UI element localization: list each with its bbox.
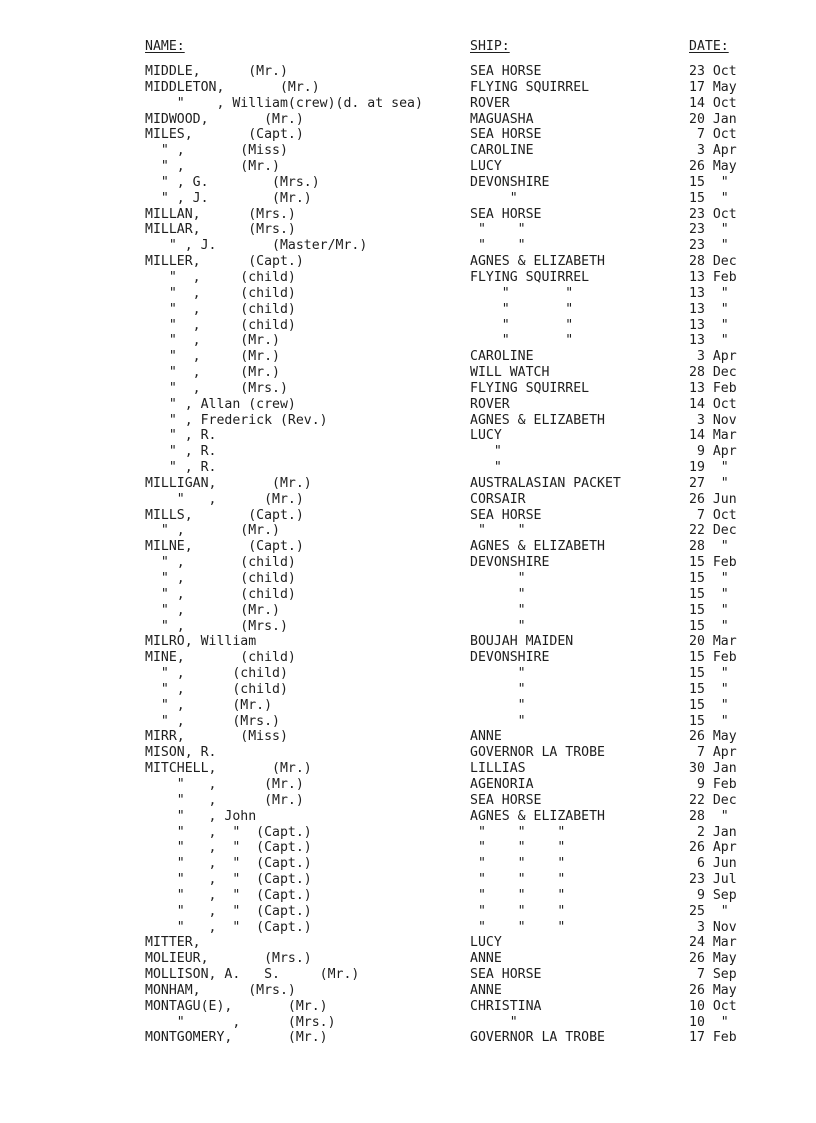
list-item bbox=[0, 539, 816, 555]
passenger-name: " , R. bbox=[145, 444, 217, 460]
passenger-name: " , J. (Mr.) bbox=[145, 190, 312, 206]
arrival-date: 13 " bbox=[689, 285, 729, 301]
list-item bbox=[0, 777, 816, 793]
ship-name: FLYING SQUIRREL bbox=[470, 79, 590, 95]
list-item bbox=[0, 745, 816, 761]
list-item bbox=[0, 96, 816, 112]
list-item bbox=[0, 856, 816, 872]
ship-name: AGNES & ELIZABETH bbox=[470, 412, 605, 428]
arrival-date: 7 Sep bbox=[689, 967, 737, 983]
list-item bbox=[0, 1030, 816, 1046]
arrival-date: 7 Apr bbox=[689, 745, 737, 761]
ship-name: CHRISTINA bbox=[470, 998, 542, 1014]
list-item bbox=[0, 302, 816, 318]
passenger-name: " , (Mr.) bbox=[145, 333, 280, 349]
passenger-name: MONTAGU(E), (Mr.) bbox=[145, 998, 328, 1014]
ship-name: " " bbox=[470, 317, 574, 333]
arrival-date: 13 Feb bbox=[689, 269, 737, 285]
list-item bbox=[0, 333, 816, 349]
ship-name: CAROLINE bbox=[470, 349, 534, 365]
arrival-date: 15 " bbox=[689, 618, 729, 634]
passenger-name: " , (Mr.) bbox=[145, 365, 280, 381]
arrival-date: 14 Oct bbox=[689, 95, 737, 111]
passenger-name: " , (Miss) bbox=[145, 143, 288, 159]
ship-name: " " " bbox=[470, 840, 566, 856]
passenger-name: MONTGOMERY, (Mr.) bbox=[145, 1030, 328, 1046]
arrival-date: 15 " bbox=[689, 681, 729, 697]
ship-name: LUCY bbox=[470, 935, 502, 951]
passenger-name: " , (child) bbox=[145, 666, 288, 682]
list-item bbox=[0, 523, 816, 539]
arrival-date: 26 May bbox=[689, 729, 737, 745]
ship-name: " bbox=[470, 681, 526, 697]
passenger-name: " , " (Capt.) bbox=[145, 824, 312, 840]
ship-name: " bbox=[470, 586, 526, 602]
passenger-name: MILES, (Capt.) bbox=[145, 127, 304, 143]
arrival-date: 27 " bbox=[689, 475, 729, 491]
list-item bbox=[0, 381, 816, 397]
list-item bbox=[0, 270, 816, 286]
list-item bbox=[0, 904, 816, 920]
ship-name: AGNES & ELIZABETH bbox=[470, 808, 605, 824]
ship-name: AGENORIA bbox=[470, 776, 534, 792]
passenger-name: " , Allan (crew) bbox=[145, 396, 296, 412]
arrival-date: 3 Nov bbox=[689, 412, 737, 428]
passenger-name: MIDWOOD, (Mr.) bbox=[145, 111, 304, 127]
ship-name: " bbox=[470, 571, 526, 586]
ship-name: SEA HORSE bbox=[470, 507, 542, 523]
list-item bbox=[0, 365, 816, 381]
ship-name: DEVONSHIRE bbox=[470, 174, 550, 190]
list-item bbox=[0, 64, 816, 80]
ship-name: GOVERNOR LA TROBE bbox=[470, 745, 605, 761]
passenger-name: MITTER, bbox=[145, 935, 201, 951]
ship-name: ANNE bbox=[470, 951, 502, 967]
list-item bbox=[0, 508, 816, 524]
arrival-date: 26 Jun bbox=[689, 491, 737, 507]
arrival-date: 15 Feb bbox=[689, 650, 737, 666]
arrival-date: 15 Feb bbox=[689, 555, 737, 571]
arrival-date: 23 Oct bbox=[689, 206, 737, 222]
ship-column-header: SHIP: bbox=[470, 39, 510, 54]
passenger-name: MISON, R. bbox=[145, 745, 217, 761]
ship-name: MAGUASHA bbox=[470, 111, 534, 127]
arrival-date: 26 Apr bbox=[689, 840, 737, 856]
ship-name: SEA HORSE bbox=[470, 967, 542, 983]
passenger-name: " , (Mrs.) bbox=[145, 618, 288, 634]
passenger-name: " , John bbox=[145, 808, 257, 824]
ship-name: " " bbox=[470, 333, 574, 349]
ship-name: " " bbox=[470, 523, 526, 539]
ship-name: FLYING SQUIRREL bbox=[470, 269, 590, 285]
arrival-date: 25 " bbox=[689, 903, 729, 919]
list-item bbox=[0, 428, 816, 444]
passenger-name: " , " (Capt.) bbox=[145, 887, 312, 903]
arrival-date: 3 Apr bbox=[689, 349, 737, 365]
passenger-name: MILRO, William bbox=[145, 634, 257, 650]
list-item bbox=[0, 492, 816, 508]
passenger-name: " , William(crew)(d. at sea) bbox=[145, 95, 423, 111]
list-item bbox=[0, 840, 816, 856]
passenger-name: MONHAM, (Mrs.) bbox=[145, 982, 296, 998]
list-item bbox=[0, 413, 816, 429]
ship-name: AGNES & ELIZABETH bbox=[470, 539, 605, 555]
arrival-date: 15 " bbox=[689, 571, 729, 586]
list-item bbox=[0, 80, 816, 96]
arrival-date: 13 " bbox=[689, 301, 729, 317]
list-item bbox=[0, 175, 816, 191]
list-item bbox=[0, 1015, 816, 1031]
arrival-date: 2 Jan bbox=[689, 824, 737, 840]
passenger-name: " , (Mr.) bbox=[145, 491, 304, 507]
passenger-name: " , " (Capt.) bbox=[145, 872, 312, 888]
passenger-name: " , " (Capt.) bbox=[145, 856, 312, 872]
ship-name: " bbox=[470, 666, 526, 682]
passenger-name: MILLAR, (Mrs.) bbox=[145, 222, 296, 238]
arrival-date: 15 " bbox=[689, 174, 729, 190]
arrival-date: 3 Nov bbox=[689, 919, 737, 935]
list-item bbox=[0, 444, 816, 460]
list-item bbox=[0, 999, 816, 1015]
list-item bbox=[0, 951, 816, 967]
ship-name: " " " bbox=[470, 903, 566, 919]
ship-name: SEA HORSE bbox=[470, 792, 542, 808]
list-item bbox=[0, 254, 816, 270]
arrival-date: 26 May bbox=[689, 982, 737, 998]
passenger-name: " , (Mr.) bbox=[145, 349, 280, 365]
list-item bbox=[0, 793, 816, 809]
passenger-name: MOLIEUR, (Mrs.) bbox=[145, 951, 312, 967]
ship-name: " bbox=[470, 1014, 518, 1030]
ship-name: CAROLINE bbox=[470, 143, 534, 159]
passenger-name: " , R. bbox=[145, 460, 217, 476]
arrival-date: 14 Mar bbox=[689, 428, 737, 444]
arrival-date: 24 Mar bbox=[689, 935, 737, 951]
passenger-name: " , (Mrs.) bbox=[145, 380, 288, 396]
passenger-name: MIDDLETON, (Mr.) bbox=[145, 79, 320, 95]
ship-name: " bbox=[470, 713, 526, 729]
arrival-date: 30 Jan bbox=[689, 761, 737, 777]
arrival-date: 28 Dec bbox=[689, 254, 737, 270]
arrival-date: 15 " bbox=[689, 602, 729, 618]
arrival-date: 15 " bbox=[689, 697, 729, 713]
ship-name: " " " bbox=[470, 872, 566, 888]
ship-name: DEVONSHIRE bbox=[470, 650, 550, 666]
passenger-name: " , " (Capt.) bbox=[145, 840, 312, 856]
passenger-name: MIDDLE, (Mr.) bbox=[145, 64, 288, 79]
ship-name: " bbox=[470, 618, 526, 634]
list-item bbox=[0, 920, 816, 936]
list-item bbox=[0, 476, 816, 492]
passenger-name: " , (child) bbox=[145, 301, 296, 317]
passenger-name: " , (Mr.) bbox=[145, 697, 273, 713]
list-item bbox=[0, 967, 816, 983]
ship-name: WILL WATCH bbox=[470, 365, 550, 381]
list-item bbox=[0, 761, 816, 777]
passenger-name: " , (Mr.) bbox=[145, 792, 304, 808]
list-item bbox=[0, 460, 816, 476]
list-item bbox=[0, 983, 816, 999]
list-item bbox=[0, 127, 816, 143]
arrival-date: 22 Dec bbox=[689, 792, 737, 808]
arrival-date: 22 Dec bbox=[689, 523, 737, 539]
arrival-date: 17 May bbox=[689, 79, 737, 95]
passenger-name: MILLAN, (Mrs.) bbox=[145, 206, 296, 222]
list-item bbox=[0, 825, 816, 841]
passenger-name: " , G. (Mrs.) bbox=[145, 174, 320, 190]
arrival-date: 9 Feb bbox=[689, 776, 737, 792]
ship-name: AUSTRALASIAN PACKET bbox=[470, 475, 621, 491]
arrival-date: 9 Sep bbox=[689, 887, 737, 903]
ship-name: LUCY bbox=[470, 159, 502, 175]
list-item bbox=[0, 112, 816, 128]
ship-name: GOVERNOR LA TROBE bbox=[470, 1030, 605, 1046]
ship-name: " " " bbox=[470, 887, 566, 903]
passenger-name: MILLIGAN, (Mr.) bbox=[145, 475, 312, 491]
arrival-date: 23 " bbox=[689, 238, 729, 254]
ship-name: FLYING SQUIRREL bbox=[470, 380, 590, 396]
ship-name: ANNE bbox=[470, 982, 502, 998]
list-item bbox=[0, 238, 816, 254]
ship-name: " " bbox=[470, 222, 526, 238]
passenger-name: " , " (Capt.) bbox=[145, 919, 312, 935]
list-item bbox=[0, 349, 816, 365]
ship-name: LUCY bbox=[470, 428, 502, 444]
arrival-date: 10 Oct bbox=[689, 998, 737, 1014]
passenger-name: MILNE, (Capt.) bbox=[145, 539, 304, 555]
arrival-date: 28 " bbox=[689, 808, 729, 824]
passenger-name: " , (Mr.) bbox=[145, 776, 304, 792]
arrival-date: 26 May bbox=[689, 951, 737, 967]
list-item bbox=[0, 571, 816, 587]
ship-name: " bbox=[470, 602, 526, 618]
arrival-date: 20 Jan bbox=[689, 111, 737, 127]
date-column-header: DATE: bbox=[689, 39, 729, 54]
arrival-date: 23 Oct bbox=[689, 64, 737, 79]
ship-name: " bbox=[470, 190, 518, 206]
list-item bbox=[0, 729, 816, 745]
arrival-date: 7 Oct bbox=[689, 507, 737, 523]
passenger-name: " , (child) bbox=[145, 681, 288, 697]
arrival-date: 15 " bbox=[689, 713, 729, 729]
arrival-date: 23 " bbox=[689, 222, 729, 238]
list-item bbox=[0, 634, 816, 650]
passenger-name: " , (child) bbox=[145, 586, 296, 602]
passenger-name: " , R. bbox=[145, 428, 217, 444]
passenger-name: " , (Mrs.) bbox=[145, 713, 280, 729]
ship-name: SEA HORSE bbox=[470, 206, 542, 222]
passenger-list bbox=[0, 64, 816, 1046]
passenger-name: " , (child) bbox=[145, 285, 296, 301]
passenger-name: MITCHELL, (Mr.) bbox=[145, 761, 312, 777]
ship-name: " bbox=[470, 444, 502, 460]
list-item bbox=[0, 619, 816, 635]
list-item bbox=[0, 935, 816, 951]
ship-name: BOUJAH MAIDEN bbox=[470, 634, 574, 650]
list-item bbox=[0, 888, 816, 904]
arrival-date: 3 Apr bbox=[689, 143, 737, 159]
ship-name: " " bbox=[470, 285, 574, 301]
ship-name: AGNES & ELIZABETH bbox=[470, 254, 605, 270]
arrival-date: 13 Feb bbox=[689, 380, 737, 396]
list-item bbox=[0, 318, 816, 334]
passenger-name: " , (child) bbox=[145, 571, 296, 586]
passenger-name: " , (Mr.) bbox=[145, 159, 280, 175]
arrival-date: 6 Jun bbox=[689, 856, 737, 872]
passenger-name: " , Frederick (Rev.) bbox=[145, 412, 328, 428]
arrival-date: 23 Jul bbox=[689, 872, 737, 888]
arrival-date: 26 May bbox=[689, 159, 737, 175]
list-item bbox=[0, 650, 816, 666]
passenger-name: " , " (Capt.) bbox=[145, 903, 312, 919]
ship-name: " " " bbox=[470, 856, 566, 872]
list-item bbox=[0, 603, 816, 619]
passenger-name: " , (Mr.) bbox=[145, 523, 280, 539]
ship-name: " " bbox=[470, 238, 526, 254]
ship-name: ROVER bbox=[470, 396, 510, 412]
ship-name: SEA HORSE bbox=[470, 127, 542, 143]
passenger-name: MILLER, (Capt.) bbox=[145, 254, 304, 270]
list-item bbox=[0, 809, 816, 825]
arrival-date: 28 " bbox=[689, 539, 729, 555]
ship-name: ANNE bbox=[470, 729, 502, 745]
list-item bbox=[0, 698, 816, 714]
passenger-name: " , J. (Master/Mr.) bbox=[145, 238, 368, 254]
ship-name: LILLIAS bbox=[470, 761, 526, 777]
list-item bbox=[0, 222, 816, 238]
passenger-name: " , (child) bbox=[145, 555, 296, 571]
passenger-name: MILLS, (Capt.) bbox=[145, 507, 304, 523]
ship-name: " " " bbox=[470, 824, 566, 840]
ship-name: " " " bbox=[470, 919, 566, 935]
arrival-date: 17 Feb bbox=[689, 1030, 737, 1046]
ship-name: " " bbox=[470, 301, 574, 317]
passenger-name: MINE, (child) bbox=[145, 650, 296, 666]
arrival-date: 14 Oct bbox=[689, 396, 737, 412]
list-item bbox=[0, 666, 816, 682]
ship-name: SEA HORSE bbox=[470, 64, 542, 79]
ship-name: CORSAIR bbox=[470, 491, 526, 507]
list-item bbox=[0, 143, 816, 159]
arrival-date: 15 " bbox=[689, 586, 729, 602]
arrival-date: 19 " bbox=[689, 460, 729, 476]
list-item bbox=[0, 191, 816, 207]
passenger-name: " , (child) bbox=[145, 317, 296, 333]
arrival-date: 20 Mar bbox=[689, 634, 737, 650]
list-item bbox=[0, 587, 816, 603]
passenger-name: " , (Mrs.) bbox=[145, 1014, 336, 1030]
list-item bbox=[0, 286, 816, 302]
ship-name: ROVER bbox=[470, 95, 510, 111]
arrival-date: 9 Apr bbox=[689, 444, 737, 460]
list-item bbox=[0, 397, 816, 413]
name-column-header: NAME: bbox=[145, 39, 185, 54]
list-item bbox=[0, 555, 816, 571]
list-item bbox=[0, 159, 816, 175]
passenger-name: MOLLISON, A. S. (Mr.) bbox=[145, 967, 360, 983]
passenger-name: MIRR, (Miss) bbox=[145, 729, 288, 745]
passenger-name: " , (child) bbox=[145, 269, 296, 285]
arrival-date: 7 Oct bbox=[689, 127, 737, 143]
arrival-date: 28 Dec bbox=[689, 365, 737, 381]
arrival-date: 10 " bbox=[689, 1014, 729, 1030]
list-item bbox=[0, 714, 816, 730]
list-item bbox=[0, 872, 816, 888]
ship-name: " bbox=[470, 460, 502, 476]
arrival-date: 15 " bbox=[689, 190, 729, 206]
ship-name: " bbox=[470, 697, 526, 713]
list-item bbox=[0, 207, 816, 223]
arrival-date: 13 " bbox=[689, 333, 729, 349]
ship-name: DEVONSHIRE bbox=[470, 555, 550, 571]
list-item bbox=[0, 682, 816, 698]
arrival-date: 13 " bbox=[689, 317, 729, 333]
arrival-date: 15 " bbox=[689, 666, 729, 682]
passenger-name: " , (Mr.) bbox=[145, 602, 280, 618]
